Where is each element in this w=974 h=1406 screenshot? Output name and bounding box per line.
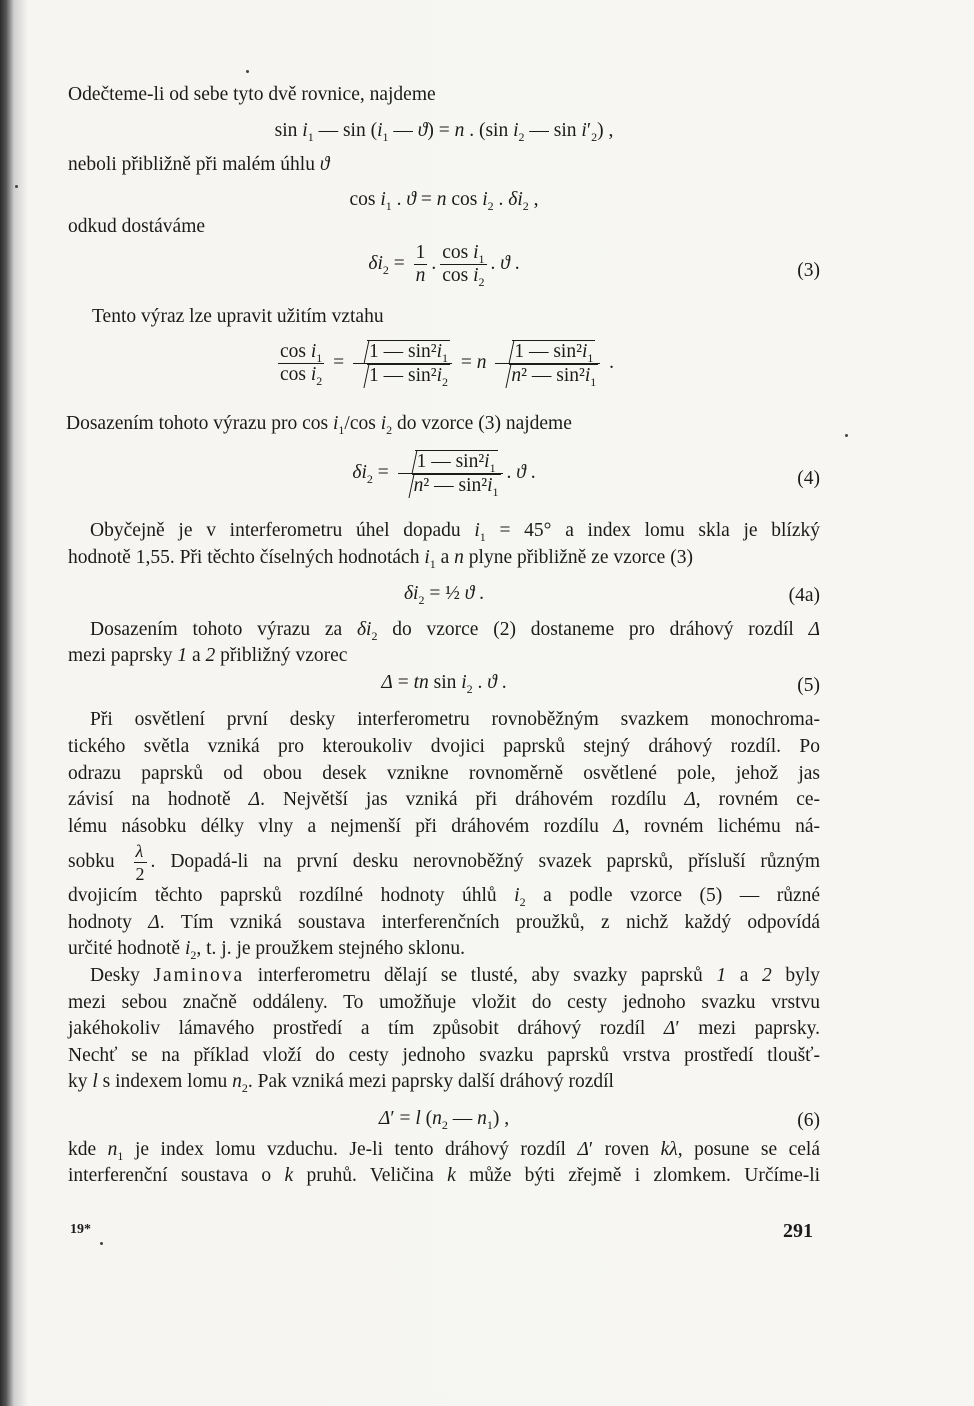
print-speck <box>15 185 18 188</box>
text-line: lému násobku délky vlny a nejmenší při dráhovém rozdílu Δ, rovném lichému ná- <box>68 816 820 837</box>
text-span: , posune se celá <box>677 1139 820 1160</box>
text-span: neboli přibližně při malém úhlu <box>68 154 315 175</box>
text-line: dvojicím těchto paprsků rozdílné hodnoty úhlů $i_2$ a podle vzorce (5) — různé <box>68 885 821 909</box>
equation-number: (4) <box>797 468 820 489</box>
text-span: interferometru dělají se tlusté, aby svazky paprsků <box>257 965 703 986</box>
text-line: hodnotě 1,55. Při těchto číselných hodnotách $i_1$ a n plyne přibližně ze vzorce (3) <box>68 547 693 571</box>
text-span: hodnotě 1,55. Při těchto číselných hodnotách <box>68 547 420 568</box>
text-line: neboli přibližně při malém úhlu ϑ <box>68 154 330 175</box>
text-span: , rovném lichému ná- <box>624 816 820 837</box>
equation-4: $\delta i_2$ = $\frac{1 — \sin^2i_1}{n^2 — \sin^2i_1}$ . ϑ . <box>352 451 536 499</box>
text-span: . Pak vzniká mezi paprsky další dráhový rozdíl <box>247 1071 614 1092</box>
equation-number: (5) <box>797 675 820 696</box>
text-span: a <box>739 965 749 986</box>
text-span: do vzorce (2) dostaneme pro dráhový rozdíl <box>392 619 794 640</box>
print-speck <box>845 434 848 437</box>
equation-6: Δ′ = l ($n_2$ — $n_1$) , <box>378 1108 510 1132</box>
page-number: 291 <box>783 1220 813 1242</box>
text-span: je index lomu vzduchu. Je-li tento dráhový rozdíl <box>134 1139 566 1160</box>
print-speck <box>100 1242 103 1245</box>
signature-mark: 19* <box>70 1222 91 1237</box>
text-span: , t. j. je proužkem stejného sklonu. <box>196 938 466 959</box>
equation-1: $\sin i_1$ — $\sin (i_1$ — ϑ) = n . (sin $i_2$ — $\sin i'_2$) , <box>274 120 614 144</box>
equation-number: (4a) <box>788 585 820 606</box>
text-span: interferenční soustava o <box>68 1165 272 1186</box>
text-span: a index lomu skla je blízký <box>565 520 820 541</box>
text-span: kde <box>68 1139 97 1160</box>
text-span: hodnoty <box>68 912 132 933</box>
text-line: určité hodnotě $i_2$, t. j. je proužkem stejného sklonu. <box>68 938 466 962</box>
text-span: Desky <box>90 965 140 986</box>
text-line: ky l s indexem lomu $n_2$. Pak vzniká mezi paprsky další dráhový rozdíl <box>68 1071 614 1095</box>
text-line: odrazu paprsků od obou desek vznikne rovnoměrně osvětlené pole, jehož jas <box>68 763 820 784</box>
text-span: mezi paprsky <box>68 645 173 666</box>
text-line: mezi sebou značně oddáleny. To umožňuje vložit do cesty jednoho svazku vrstvu <box>68 992 820 1013</box>
text-span: . Největší jas vzniká při dráhovém rozdílu <box>260 789 667 810</box>
equation-3: $\delta i_2$ = $\frac{1}{n}$ . $\frac{\cos i_1}{\cos i_2}$ . ϑ . <box>368 242 520 289</box>
text-span: určité hodnotě <box>68 938 181 959</box>
text-line: Při osvětlení první desky interferometru rovnoběžným svazkem monochroma- <box>90 709 820 730</box>
text-line: Obyčejně je v interferometru úhel dopadu $i_1 = 45^\circ$ a index lomu skla je blízký <box>90 520 820 544</box>
text-line: Odečteme-li od sebe tyto dvě rovnice, najdeme <box>68 84 436 105</box>
author-name: Jaminova <box>153 965 245 986</box>
text-line: hodnoty Δ. Tím vzniká soustava interferenčních proužků, z nichž každý odpovídá <box>68 912 821 933</box>
text-span: ky <box>68 1071 88 1092</box>
text-span: Dosazením tohoto výrazu pro cos <box>66 413 329 434</box>
equation-number: (3) <box>797 260 820 281</box>
text-line: tického světla vzniká pro kteroukoliv dvojici paprsků stejný dráhový rozdíl. Po <box>68 736 820 757</box>
text-span: dvojicím těchto paprsků rozdílné hodnoty úhlů <box>68 885 497 906</box>
print-speck <box>246 70 249 73</box>
text-span: sobku <box>68 850 115 872</box>
text-span: do vzorce (3) najdeme <box>397 413 572 434</box>
text-span: mezi paprsky. <box>698 1018 821 1039</box>
text-line: závisí na hodnotě Δ. Největší jas vzniká při dráhovém rozdílu Δ, rovném ce- <box>68 789 821 810</box>
text-span: . Tím vzniká soustava interferenčních proužků, z nichž každý odpovídá <box>159 912 821 933</box>
text-span: může býti zřejmě i zlomkem. Určíme-li <box>469 1165 821 1186</box>
text-span: lému násobku délky vlny a nejmenší při dráhovém rozdílu <box>68 816 599 837</box>
text-span: Dosazením tohoto výrazu za <box>90 619 343 640</box>
text-line: kde $n_1$ je index lomu vzduchu. Je-li tento dráhový rozdíl Δ′ roven kλ, posune se celá <box>68 1139 820 1163</box>
text-span: jakéhokoliv lámavého prostředí a tím způsobit dráhový rozdíl <box>68 1018 646 1039</box>
text-line: Dosazením tohoto výrazu za $\delta i_2$ do vzorce (2) dostaneme pro dráhový rozdíl Δ <box>90 619 821 643</box>
text-span: závisí na hodnotě <box>68 789 231 810</box>
text-span: přibližný vzorec <box>220 645 348 666</box>
text-line: Tento výraz lze upravit užitím vztahu <box>92 306 384 327</box>
text-line: jakéhokoliv lámavého prostředí a tím způsobit dráhový rozdíl Δ′ mezi paprsky. <box>68 1018 821 1039</box>
equation-5: Δ = tn $\sin i_2$ . ϑ . <box>381 672 507 696</box>
text-span: plyne přibližně ze vzorce (3) <box>468 547 693 568</box>
text-span: , rovném ce- <box>695 789 821 810</box>
text-span: roven <box>604 1139 650 1160</box>
text-span: Obyčejně je v interferometru úhel dopadu <box>90 520 461 541</box>
text-line: interferenční soustava o k pruhů. Veličina k může býti zřejmě i zlomkem. Určíme-li <box>68 1165 821 1186</box>
equation-relation: $\frac{\cos i_1}{\cos i_2}$ = $\frac{1 — \sin^2i_1}{1 — \sin^2i_2}$ = n $\frac{1 — \sin^2i_1}{n^2 — \sin^2i_1}$ . <box>279 341 615 389</box>
text-line: sobku $\frac{\lambda}{2}$ . Dopadá-li na první desku nerovnoběžný svazek paprsků, přísluší různým <box>68 841 820 884</box>
text-span: s indexem lomu <box>102 1071 228 1092</box>
text-line: Desky Jaminova interferometru dělají se tlusté, aby svazky paprsků 1 a 2 byly <box>90 965 821 986</box>
text-span: byly <box>785 965 821 986</box>
text-line: Nechť se na příklad vloží do cesty jednoho svazku paprsků vrstva prostředí tloušť- <box>68 1045 820 1066</box>
equation-4a: $\delta i_2$ = ½ ϑ . <box>403 583 485 607</box>
text-line: mezi paprsky 1 a 2 přibližný vzorec <box>68 645 348 666</box>
text-span: pruhů. Veličina <box>306 1165 434 1186</box>
equation-number: (6) <box>797 1110 820 1131</box>
text-span: a podle vzorce (5) — různé <box>543 885 821 906</box>
text-span: . Dopadá-li na první desku nerovnoběžný svazek paprsků, přísluší různým <box>150 850 820 872</box>
text-line: odkud dostáváme <box>68 216 206 237</box>
equation-2: $\cos i_1$ . ϑ = n $\cos i_2$ . $\delta i_2$ , <box>349 189 539 213</box>
text-line: Dosazením tohoto výrazu pro $\cos i_1/\cos$ $i_2$ do vzorce (3) najdeme <box>66 413 572 437</box>
